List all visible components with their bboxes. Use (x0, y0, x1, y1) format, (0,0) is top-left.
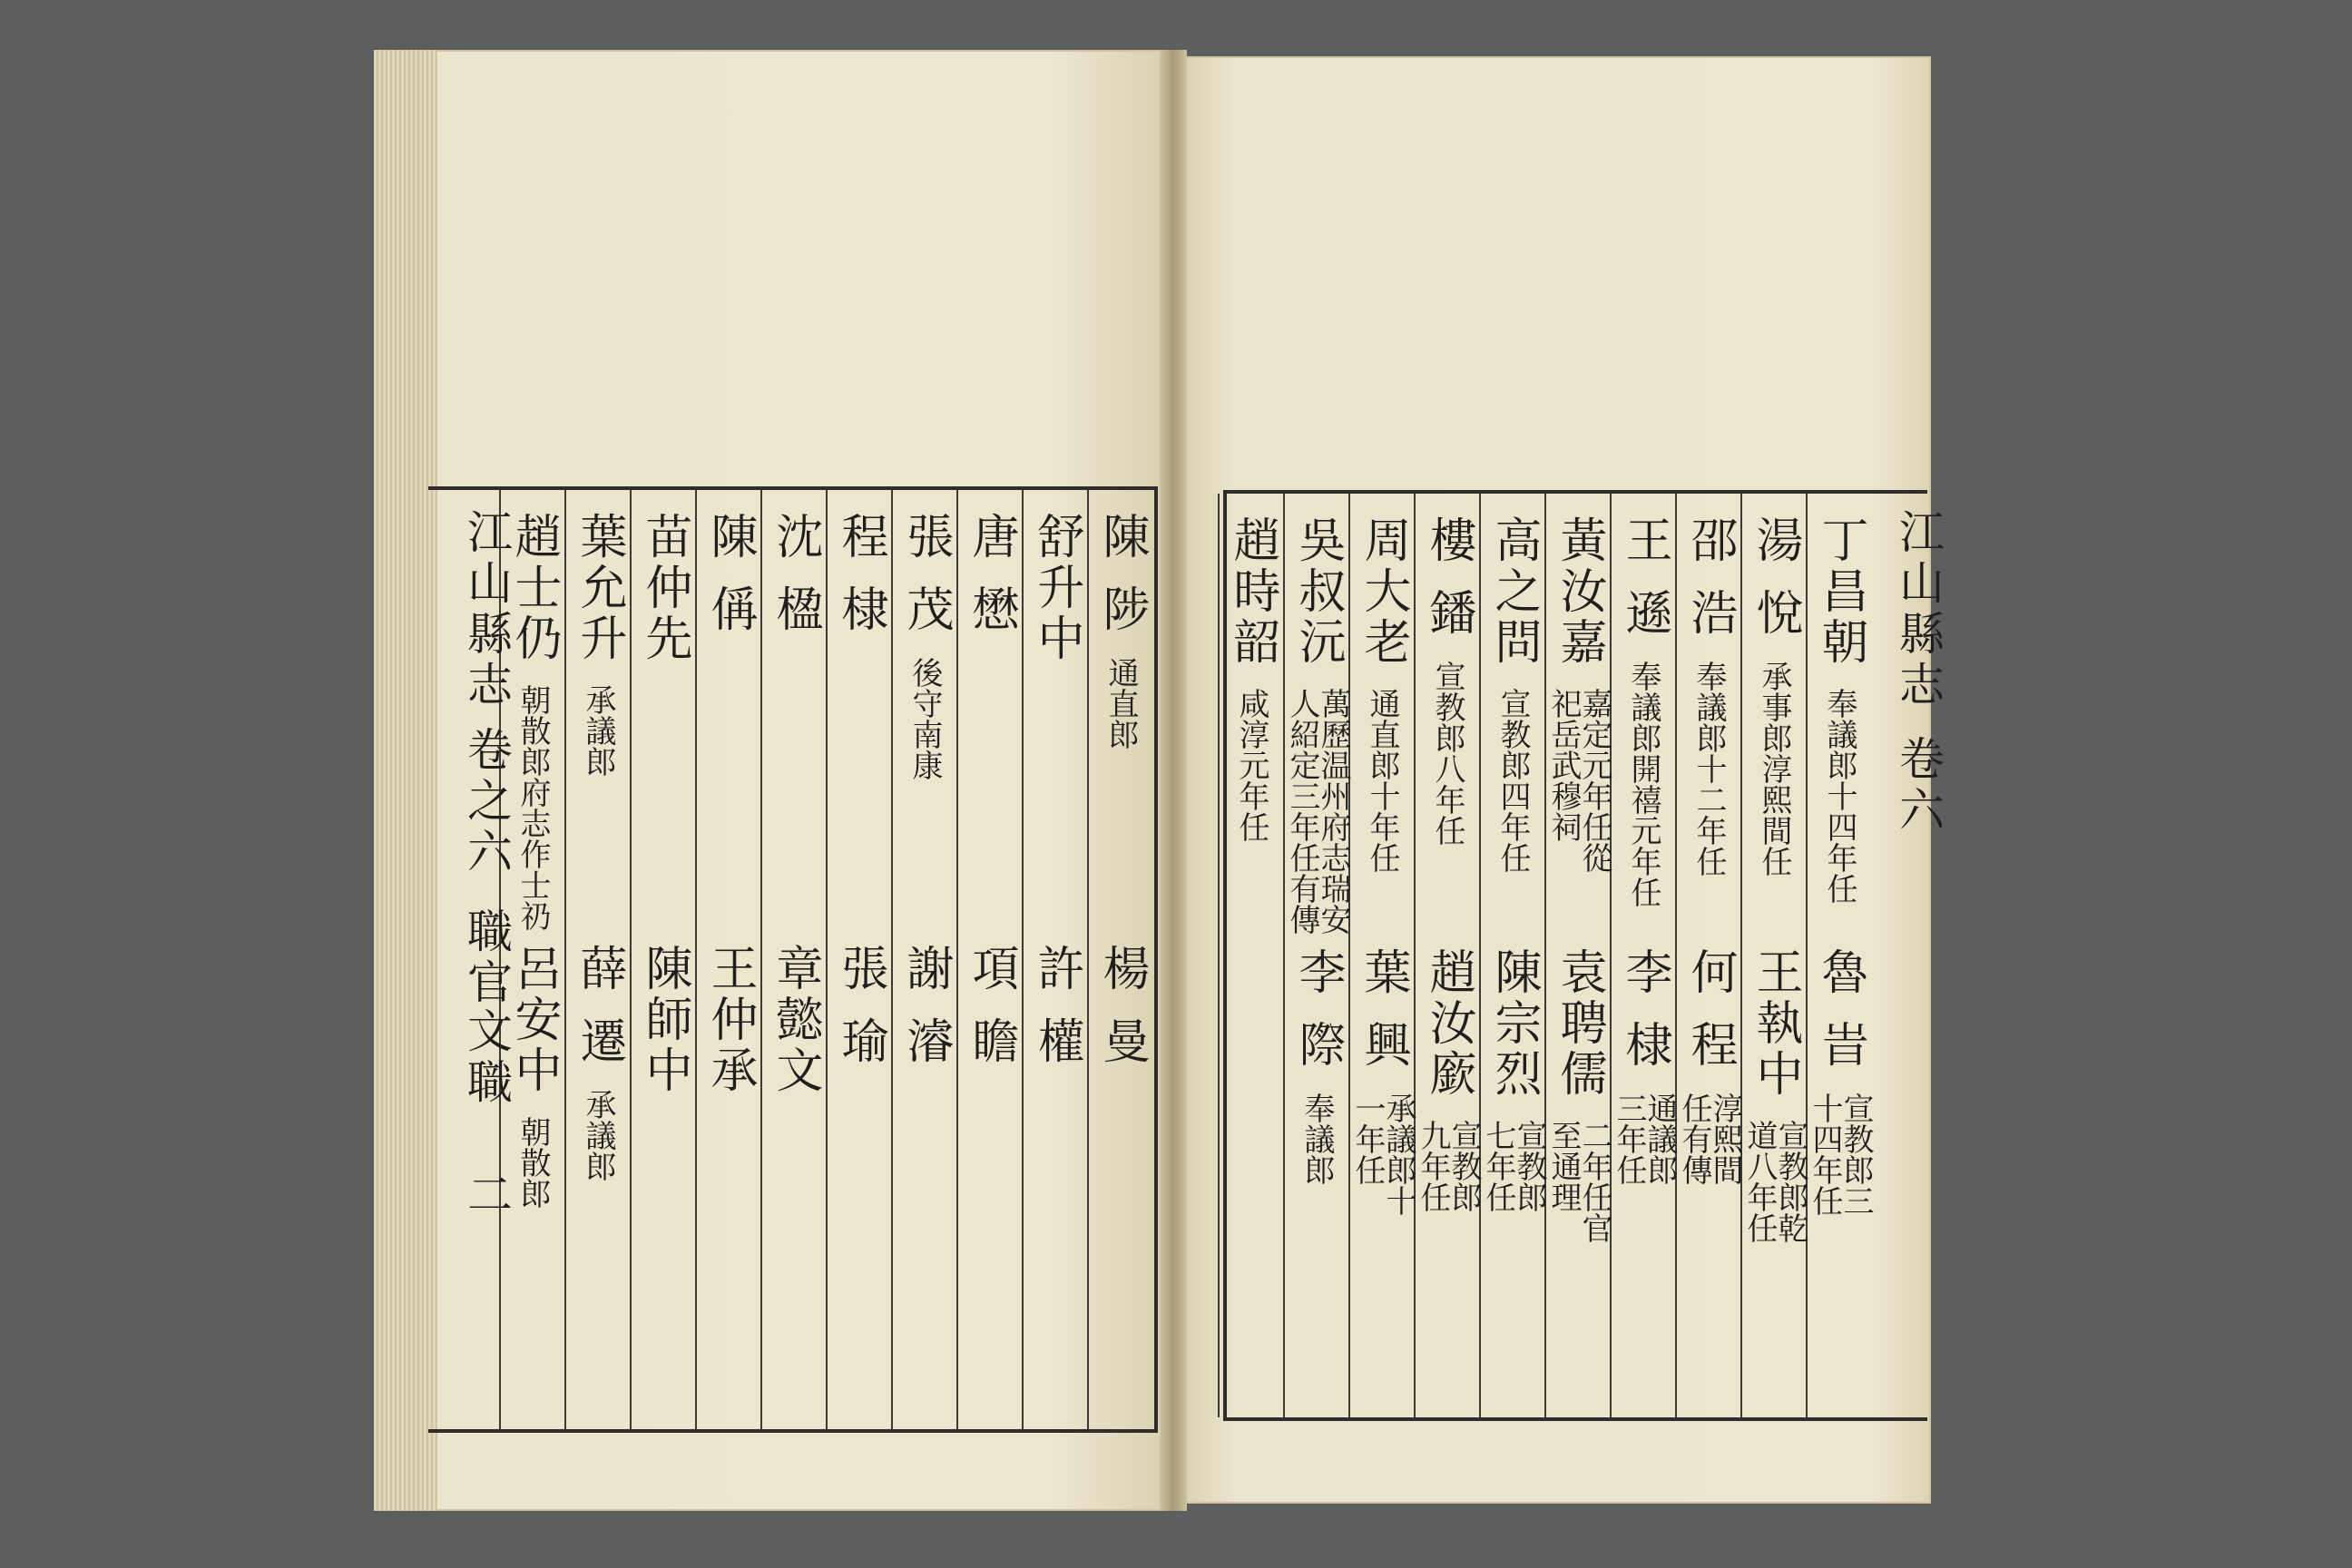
official-name: 湯 (1748, 515, 1802, 566)
official-name-2: 陟 (1094, 584, 1149, 635)
official-name-lower-2: 興 (1356, 1020, 1410, 1071)
right-column (1675, 494, 1742, 1417)
official-note-line: 承議郎十 (1380, 1093, 1416, 1216)
official-name: 趙時韶 (1225, 515, 1279, 668)
official-note-line: 道八年任 (1741, 1120, 1778, 1243)
official-name-lower: 何 (1682, 947, 1737, 998)
official-name-lower: 陳宗烈 (1486, 947, 1541, 1100)
official-note-line: 嘉定元年任從 (1576, 688, 1612, 873)
official-note: 承議郎 (580, 684, 616, 777)
right-text-block (1223, 490, 1927, 1421)
official-note: 後守南康 (906, 657, 943, 780)
right-column (1610, 494, 1677, 1417)
left-margin-title: 江山縣志 (460, 508, 513, 711)
official-name-lower: 謝 (898, 944, 953, 995)
official-note-line: 萬歷温州府志瑞安 (1315, 688, 1351, 935)
official-name-lower: 章懿文 (768, 944, 822, 1096)
right-column (1544, 494, 1612, 1417)
official-name-lower-2: 棣 (1617, 1020, 1671, 1071)
official-name-lower: 薛 (572, 944, 626, 995)
official-note-lower: 朝散郎 (514, 1116, 551, 1209)
official-name: 張 (898, 512, 953, 563)
official-note-line: 一年任 (1349, 1093, 1386, 1185)
left-column (1087, 490, 1154, 1429)
official-note-line: 通議郎 (1642, 1093, 1678, 1185)
official-name-lower-2: 瞻 (964, 1016, 1018, 1067)
official-note: 咸淳元年任 (1233, 688, 1269, 842)
right-column (1479, 494, 1546, 1417)
official-note-line: 宣教郎三 (1838, 1093, 1874, 1216)
official-note-line: 宣教郎 (1511, 1120, 1547, 1212)
official-note-line: 至通理 (1545, 1120, 1582, 1212)
official-note: 承事郎淳熙間任 (1756, 661, 1792, 877)
official-name: 黃汝嘉 (1552, 515, 1606, 668)
official-name-lower: 李 (1290, 947, 1345, 998)
official-name-lower: 呂安中 (506, 944, 561, 1096)
official-note: 宣教郎八年任 (1429, 661, 1465, 846)
official-name-lower: 許 (1029, 944, 1083, 995)
official-name-2: 棣 (833, 584, 887, 635)
official-name-lower: 王仲承 (702, 944, 757, 1096)
official-name: 高之問 (1486, 515, 1541, 668)
right-column (1218, 494, 1285, 1417)
official-note: 奉議郎十二年任 (1690, 661, 1727, 877)
official-name-lower: 李 (1617, 947, 1671, 998)
official-name-lower: 袁聘儒 (1552, 947, 1606, 1100)
left-margin-folio: 二 (460, 1171, 513, 1221)
official-name-2: 遜 (1617, 588, 1671, 639)
official-name-lower: 楊 (1094, 944, 1149, 995)
official-name-lower-2: 曼 (1094, 1016, 1149, 1067)
official-note-line: 宣教郎乾 (1772, 1120, 1808, 1243)
official-note-line: 淳熙間 (1707, 1093, 1743, 1185)
left-column (695, 490, 762, 1429)
official-name-lower: 陳師中 (637, 944, 691, 1096)
official-name-lower-2: 權 (1029, 1016, 1083, 1067)
right-column (1806, 494, 1873, 1417)
official-name-lower-2: 濬 (898, 1016, 953, 1067)
official-name-2: 懋 (964, 584, 1018, 635)
official-name: 丁昌朝 (1813, 515, 1867, 668)
right-column (1740, 494, 1808, 1417)
official-note-line: 祀岳武穆祠 (1545, 688, 1582, 842)
book-gutter (1160, 50, 1187, 1511)
left-column (760, 490, 828, 1429)
official-name: 王 (1617, 515, 1671, 566)
official-name: 趙士仍 (506, 512, 561, 664)
official-note-line: 七年任 (1480, 1120, 1516, 1212)
official-note-lower: 奉議郎 (1298, 1093, 1335, 1185)
right-column (1414, 494, 1481, 1417)
left-margin-sub: 文職 (460, 1007, 513, 1109)
left-column (891, 490, 958, 1429)
official-note: 奉議郎開禧元年任 (1625, 661, 1661, 907)
official-name-2: 悅 (1748, 588, 1802, 639)
official-name-2: 鐇 (1421, 588, 1475, 639)
official-note-line: 任有傳 (1676, 1093, 1712, 1185)
official-note-line: 宣教郎 (1446, 1120, 1482, 1212)
official-name: 邵 (1682, 515, 1737, 566)
right-margin-title: 江山縣志 (1892, 508, 1945, 711)
official-name-lower-2: 遷 (572, 1016, 626, 1067)
official-note-line: 十四年任 (1807, 1093, 1843, 1216)
official-name: 陳 (1094, 512, 1149, 563)
official-note: 通直郎 (1102, 657, 1139, 750)
left-column (1022, 490, 1089, 1429)
left-column (956, 490, 1024, 1429)
official-note: 奉議郎十四年任 (1821, 688, 1857, 904)
official-name-2: 茂 (898, 584, 953, 635)
left-text-block (428, 486, 1158, 1433)
official-name-2: 楹 (768, 584, 822, 635)
official-name-lower-2: 程 (1682, 1020, 1737, 1071)
left-margin-volume: 卷之六 (460, 726, 513, 878)
left-margin-section: 職官 (460, 907, 513, 1009)
official-name-lower: 王執中 (1748, 947, 1802, 1100)
official-name-lower-2: 旹 (1813, 1020, 1867, 1071)
official-name-lower-2: 際 (1290, 1020, 1345, 1071)
official-name-lower-2: 瑜 (833, 1016, 887, 1067)
official-note-line: 人紹定三年任有傳 (1284, 688, 1320, 935)
left-column (826, 490, 893, 1429)
official-name-lower: 葉 (1356, 947, 1410, 998)
official-note-line: 三年任 (1611, 1093, 1647, 1185)
left-column (564, 490, 632, 1429)
official-name: 樓 (1421, 515, 1475, 566)
official-name: 沈 (768, 512, 822, 563)
right-column (1283, 494, 1350, 1417)
right-column (1348, 494, 1416, 1417)
official-name: 唐 (964, 512, 1018, 563)
official-note-line: 二年任官 (1576, 1120, 1612, 1243)
official-name: 吳叔沅 (1290, 515, 1345, 668)
official-note: 通直郎十年任 (1364, 688, 1400, 873)
official-note-lower: 承議郎 (580, 1089, 616, 1181)
right-margin-volume: 卷六 (1892, 735, 1945, 837)
official-name: 舒升中 (1029, 512, 1083, 664)
official-name-lower: 魯 (1813, 947, 1867, 998)
left-column (630, 490, 697, 1429)
official-name-lower: 張 (833, 944, 887, 995)
official-name: 苗仲先 (637, 512, 691, 664)
official-name-2: 浩 (1682, 588, 1737, 639)
official-name: 程 (833, 512, 887, 563)
official-note: 宣教郎四年任 (1494, 688, 1531, 873)
official-note: 朝散郎府志作士礽 (514, 684, 551, 931)
official-name: 陳 (702, 512, 757, 563)
official-name-2: 偁 (702, 584, 757, 635)
official-name-lower: 趙汝廞 (1421, 947, 1475, 1100)
official-name-lower: 項 (964, 944, 1018, 995)
official-name: 周大老 (1356, 515, 1410, 668)
official-note-line: 九年任 (1415, 1120, 1451, 1212)
official-name: 葉允升 (572, 512, 626, 664)
